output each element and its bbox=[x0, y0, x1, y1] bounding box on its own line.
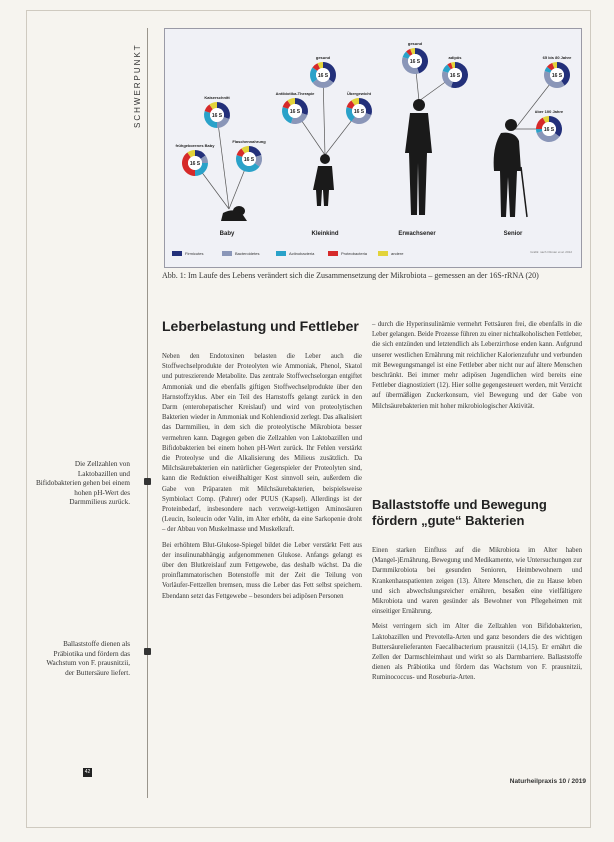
legend-label: Bacteroidetes bbox=[235, 250, 260, 256]
sidenote-marker bbox=[144, 478, 151, 485]
donut-center-label: 16 S bbox=[543, 127, 555, 133]
donut-chart bbox=[442, 55, 468, 88]
legend-swatch bbox=[276, 251, 286, 256]
legend-swatch bbox=[172, 251, 182, 256]
life-stage-silhouettes bbox=[221, 99, 527, 221]
donut-caption-label: 65 bis 80 Jahre bbox=[542, 55, 572, 60]
sidenote: Ballaststoffe dienen als Präbiotika und fördern das Wachstum von F. prausnitzii, der Buttersäure liefert. bbox=[46, 640, 130, 677]
legend-item bbox=[276, 249, 314, 257]
paragraph: Bei erhöhtem Blut-Glukose-Spiegel bildet die Leber verstärkt Fett aus der insulinunabhängig aufgenommenen Glukose. Anfangs gelangt es über den Blutkreislauf zum Fettgewebe, das deshalb wächst. Da die proinflammatorischen Botenstoffe mit der Zeit die Teilung von Vorläufer-Fettzellen bremsen, muss die Leber das Fett selbst speichern. Ebendann setzt das Fettgewebe – besonders bei adipösen Personen bbox=[162, 541, 362, 600]
legend-label: andere bbox=[391, 250, 404, 256]
donut-center-label: 16 S bbox=[409, 59, 421, 65]
legend-item bbox=[172, 249, 203, 257]
donut-caption-label: Kaiserschnitt bbox=[204, 95, 230, 100]
donut-caption-label: Flaschennahrung bbox=[232, 139, 266, 144]
donut-chart bbox=[276, 91, 315, 124]
legend-item bbox=[328, 249, 367, 257]
stage-label-adult: Erwachsener bbox=[398, 231, 436, 237]
donut-center-label: 16 S bbox=[243, 157, 255, 163]
page-number: 42 bbox=[84, 769, 91, 775]
paragraph: Einen starken Einfluss auf die Mikrobiota im Alter haben (Mangel-)Ernährung, Bewegung und Medikamente, wie Untersuchungen zur Darmmikrobiota bei gesunden Senioren, Heimbewohnern und Krankenhauspatienten zeigen (13). Ältere Menschen, die zu Hause leben und sich abwechslungsreicher ernähren, besaßen eine vielfältigere Mikrobiota und waren gesünder als Bewohner von Pflegeheimen mit einseitiger Ernährung. bbox=[372, 547, 582, 616]
donut-center-label: 16 S bbox=[353, 109, 365, 115]
heading-fiber: Ballaststoffe und Bewegung fördern „gute“ Bakterien bbox=[372, 497, 547, 528]
microbiota-figure bbox=[164, 28, 582, 268]
donut-caption-label: Übergewicht bbox=[346, 91, 372, 96]
stage-labels bbox=[220, 231, 523, 237]
donut-center-label: 16 S bbox=[211, 113, 223, 119]
legend-label: Firmicutes bbox=[185, 250, 204, 256]
legend-label: Actinobacteria bbox=[289, 250, 315, 256]
baby-silhouette bbox=[221, 206, 247, 221]
donut-chart bbox=[310, 55, 336, 88]
footer-journal: Naturheilpraxis 10 / 2019 bbox=[509, 778, 586, 785]
donut-chart bbox=[346, 91, 372, 124]
donut-chart bbox=[232, 139, 266, 172]
legend-swatch bbox=[222, 251, 232, 256]
donut-caption-label: Antibiotika-Therapie bbox=[275, 91, 315, 96]
adult-silhouette bbox=[405, 99, 432, 215]
donut-center-label: 16 S bbox=[289, 109, 301, 115]
donut-center-label: 16 S bbox=[551, 73, 563, 79]
donut-center-label: 16 S bbox=[189, 161, 201, 167]
right-column-bottom-text bbox=[372, 546, 582, 689]
legend-swatch bbox=[328, 251, 338, 256]
sidenote: Die Zellzahlen von Laktobazillen und Bifidobakterien gehen bei einem hohen pH-Wert des Darmmilieus zurück. bbox=[36, 460, 131, 506]
donut-caption-label: gesund bbox=[407, 41, 423, 46]
column-divider bbox=[147, 28, 148, 798]
left-column-text bbox=[162, 352, 362, 607]
heading-liver: Leberbelastung und Fettleber bbox=[162, 318, 359, 334]
figure-legend bbox=[168, 246, 578, 260]
section-label bbox=[133, 28, 147, 138]
sidenote-marker bbox=[144, 648, 151, 655]
donut-chart bbox=[204, 95, 230, 128]
donut-caption-label: gesund bbox=[315, 55, 331, 60]
legend-item bbox=[378, 249, 403, 257]
stage-label-senior: Senior bbox=[503, 231, 523, 237]
paragraph: Meist verringern sich im Alter die Zellzahlen von Bifidobakterien, Laktobazillen und Prevotella-Arten und ganz besonders die des wichtigen Buttersäurelieferanten Faecalibacterium prausnitzii (14,15). Er ernährt die Zellen der Darmschleimhaut und wirkt so als Darmbarriere. Ballaststoffe dienen als Präbiotika und fördern das Wachstum von F. prausnitzii, Ruminococcus- und Roseburia-Arten. bbox=[372, 623, 582, 682]
donut-caption-label: adipös bbox=[448, 55, 462, 60]
donut-chart bbox=[535, 109, 564, 142]
donut-chart bbox=[176, 143, 216, 176]
stage-label-toddler: Kleinkind bbox=[311, 231, 339, 237]
donut-caption-label: frühgeborenes Baby bbox=[175, 143, 215, 148]
legend-swatch bbox=[378, 251, 388, 256]
donut-chart bbox=[543, 55, 572, 88]
right-column-top-text bbox=[372, 320, 582, 417]
stage-label-baby: Baby bbox=[219, 231, 235, 237]
section-label-text: SCHWERPUNKT bbox=[133, 43, 142, 128]
paragraph: Neben den Endotoxinen belasten die Leber auch die Stoffwechselprodukte der Proteolyten wie Ammoniak, Phenol, Skatol und putreszierende Metabolite. Das zentrale Stoffwechselorgan entgiftet Ammoniak und die ebenfalls giftigen Stoffwechselprodukte über den Harnstoffzyklus. Aber ein Teil des Harnstoffs gelangt zurück in den Darm (enterohepatischer Kreislauf) und wird von proteolytischen Bakterien wieder in Ammoniak und Kohlendioxid zerlegt. Das alkalisiert das Darmmilieu, in dem sich die proteolytische Mikrobiota besser vermehren kann. Dagegen geben die Zellzahlen von Laktobazillen und Bifidobakterien bei einem hohen pH-Wert zurück. Ihr Fehlen verstärkt die Proteolyse und die Alkalisierung des Milieus zusätzlich. Da Milchsäurebakterien ein natürlicher Gegenspieler der Proteolyten sind, kann die Reduktion eiweißhaltiger Kost sinnvoll sein, außerdem die Gabe von Präparaten mit Milchsäurebakterien, beispielsweise Symbiolact Comp. (Pahrer) oder PUUS (Kapsel). Allerdings ist der Proteinbedarf, insbesondere nach verzweigt-kettigen Aminosäuren (Leucin, Isoleucin oder Valin, im Alter erhöht, da eine Sarkopenie droht – der Abbau von Muskelmasse und Muskelkraft. bbox=[162, 353, 362, 534]
figure-illustration bbox=[165, 29, 581, 267]
donut-caption-label: über 100 Jahre bbox=[534, 109, 564, 114]
figure-credit: Grafik: nach Ottman et al. 2012 bbox=[530, 250, 572, 254]
donut-center-label: 16 S bbox=[449, 73, 461, 79]
paragraph: – durch die Hyperinsulinämie vermehrt Fettsäuren frei, die ebenfalls in die Leber gelangen. Beide Prozesse führen zu einer nichtalkoholischen Fettleber, die sich entzünden und letztendlich als Leberzirrhose enden kann. Aufgrund unserer westlichen Ernährung mit reichlicher Kalorienzufuhr und verbunden mit Bewegungsmangel ist eine Fettleber aber nicht nur auf ältere Menschen beschränkt. Bei immer mehr adipösen Jugendlichen wird bereits eine Fettleber diagnostiziert (12). Hier sollte gegengesteuert werden, mit Verzicht auf übermäßigen Zuckerkonsum, viel Bewegung und der Gabe von Milchsäurebakterien mit hoher mikrobiologischer Aktivität. bbox=[372, 321, 582, 410]
donut-center-label: 16 S bbox=[317, 73, 329, 79]
figure-caption: Abb. 1: Im Laufe des Lebens verändert sich die Zusammensetzung der Mikrobiota – gemessen an der 16S-rRNA (20) bbox=[162, 271, 539, 280]
legend-item bbox=[222, 249, 259, 257]
senior-silhouette bbox=[494, 119, 527, 217]
donut-chart bbox=[402, 41, 428, 74]
toddler-silhouette bbox=[313, 154, 334, 206]
legend-label: Proteobacteria bbox=[341, 250, 368, 256]
